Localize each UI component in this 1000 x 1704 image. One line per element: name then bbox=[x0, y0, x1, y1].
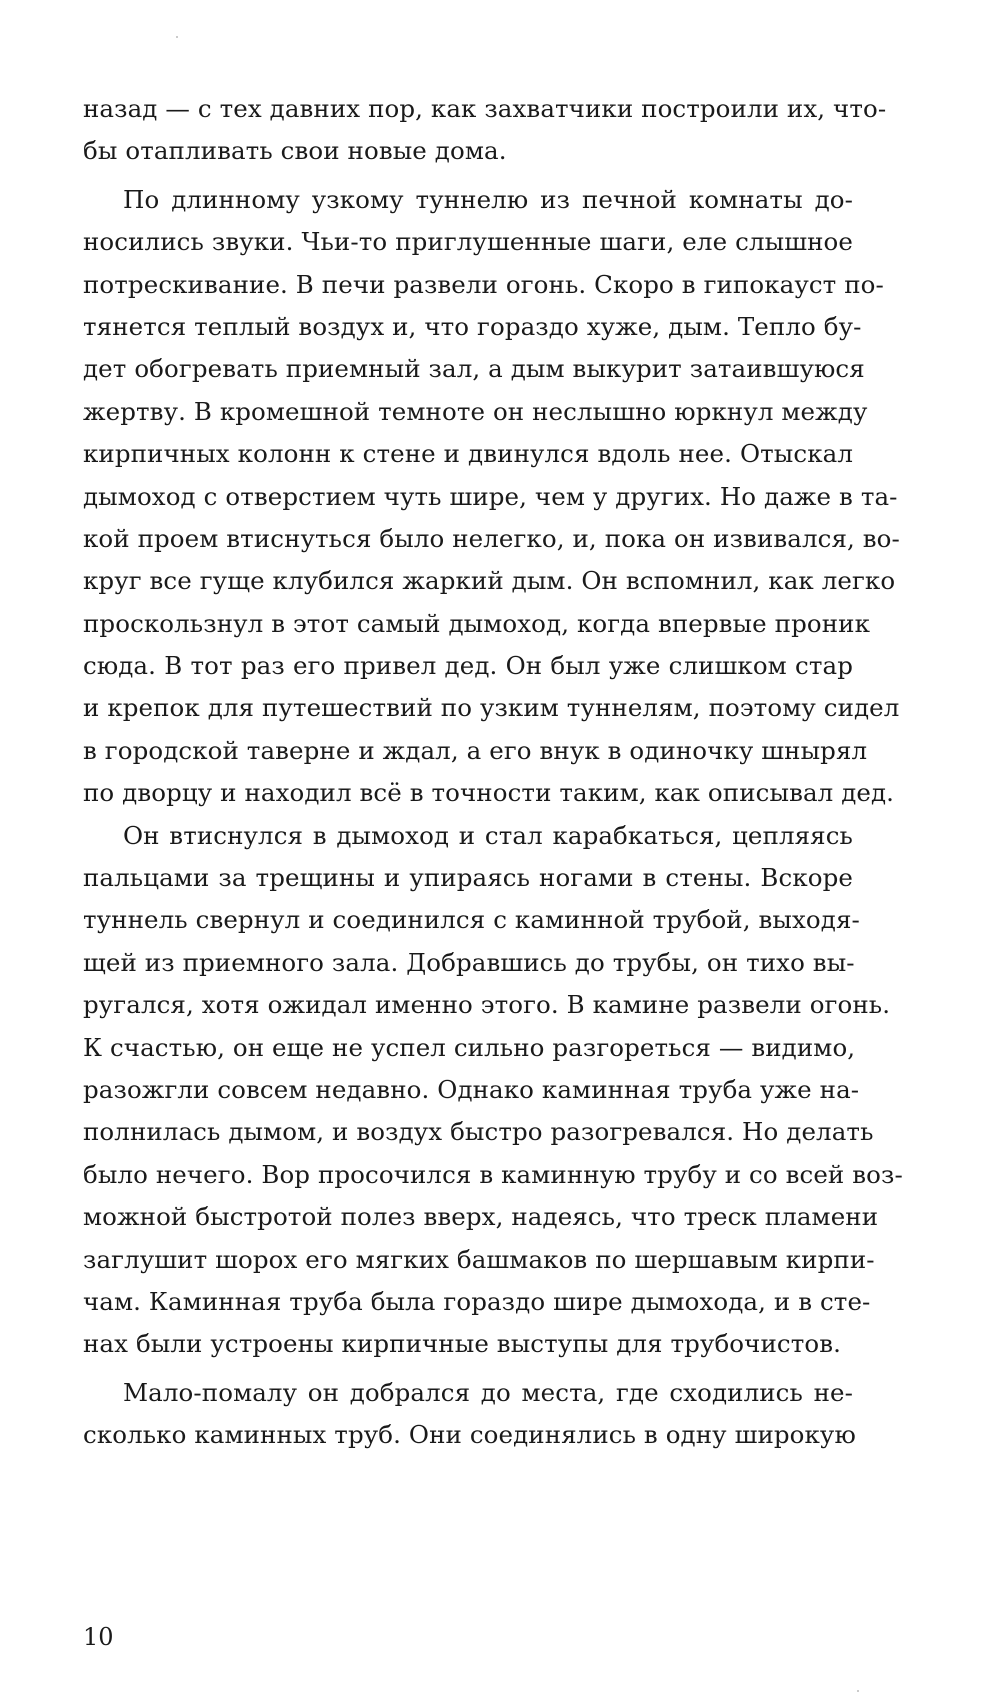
text-line: кой проем втиснуться было нелегко, и, пока он извивался, во- bbox=[83, 523, 900, 553]
text-line: сколько каминных труб. Они соединялись в одну широкую bbox=[83, 1420, 856, 1450]
text-line: проскользнул в этот самый дымоход, когда впервые проник bbox=[83, 608, 870, 638]
text-line: в городской таверне и ждал, а его внук в одиночку шнырял bbox=[83, 735, 868, 765]
text-line: тянется теплый воздух и, что гораздо хуже, дым. Тепло бу- bbox=[83, 311, 862, 341]
text-line: полнилась дымом, и воздух быстро разогревался. Но делать bbox=[83, 1117, 874, 1147]
text-line: ругался, хотя ожидал именно этого. В камине развели огонь. bbox=[83, 990, 891, 1020]
text-line: сюда. В тот раз его привел дед. Он был уже слишком стар bbox=[83, 651, 853, 681]
book-page-text bbox=[83, 88, 903, 1457]
text-line: нах были устроены кирпичные выступы для трубочистов. bbox=[83, 1329, 841, 1359]
text-line: дет обогревать приемный зал, а дым выкурит затаившуюся bbox=[83, 354, 865, 384]
text-line: бы отапливать свои новые дома. bbox=[83, 136, 507, 166]
text-line: К счастью, он еще не успел сильно разгореться — видимо, bbox=[83, 1032, 856, 1062]
page-number: 10 bbox=[83, 1623, 114, 1651]
text-line: По длинному узкому туннелю из печной комнаты до- bbox=[123, 184, 853, 214]
scan-speck bbox=[176, 36, 178, 38]
text-line: пальцами за трещины и упираясь ногами в стены. Вскоре bbox=[83, 863, 853, 893]
text-line: носились звуки. Чьи-то приглушенные шаги, еле слышное bbox=[83, 227, 853, 257]
text-line: по дворцу и находил всё в точности таким, как описывал дед. bbox=[83, 778, 895, 808]
paragraph bbox=[83, 1372, 856, 1457]
paragraph bbox=[83, 815, 903, 1366]
paragraph bbox=[83, 88, 887, 173]
text-line: можной быстротой полез вверх, надеясь, что треск пламени bbox=[83, 1202, 879, 1232]
scan-speck bbox=[857, 1690, 859, 1692]
text-line: Он втиснулся в дымоход и стал карабкаться, цепляясь bbox=[123, 820, 853, 850]
text-line: потрескивание. В печи развели огонь. Скоро в гипокауст по- bbox=[83, 269, 884, 299]
text-line: чам. Каминная труба была гораздо шире дымохода, и в сте- bbox=[83, 1286, 871, 1316]
text-line: жертву. В кромешной темноте он неслышно юркнул между bbox=[83, 396, 868, 426]
text-line: круг все гуще клубился жаркий дым. Он вспомнил, как легко bbox=[83, 566, 896, 596]
text-line: было нечего. Вор просочился в каминную трубу и со всей воз- bbox=[83, 1159, 903, 1189]
paragraph bbox=[83, 179, 900, 815]
text-line: кирпичных колонн к стене и двинулся вдоль нее. Отыскал bbox=[83, 439, 853, 469]
text-line: щей из приемного зала. Добравшись до трубы, он тихо вы- bbox=[83, 947, 855, 977]
text-line: назад — с тех давних пор, как захватчики построили их, что- bbox=[83, 94, 887, 123]
text-line: и крепок для путешествий по узким туннелям, поэтому сидел bbox=[83, 693, 900, 723]
text-line: заглушит шорох его мягких башмаков по шершавым кирпи- bbox=[83, 1244, 875, 1274]
text-line: дымоход с отверстием чуть шире, чем у других. Но даже в та- bbox=[83, 481, 898, 511]
text-line: туннель свернул и соединился с каминной трубой, выходя- bbox=[83, 905, 860, 935]
text-line: Мало-помалу он добрался до места, где сходились не- bbox=[123, 1377, 853, 1407]
text-line: разожгли совсем недавно. Однако каминная труба уже на- bbox=[83, 1074, 860, 1104]
